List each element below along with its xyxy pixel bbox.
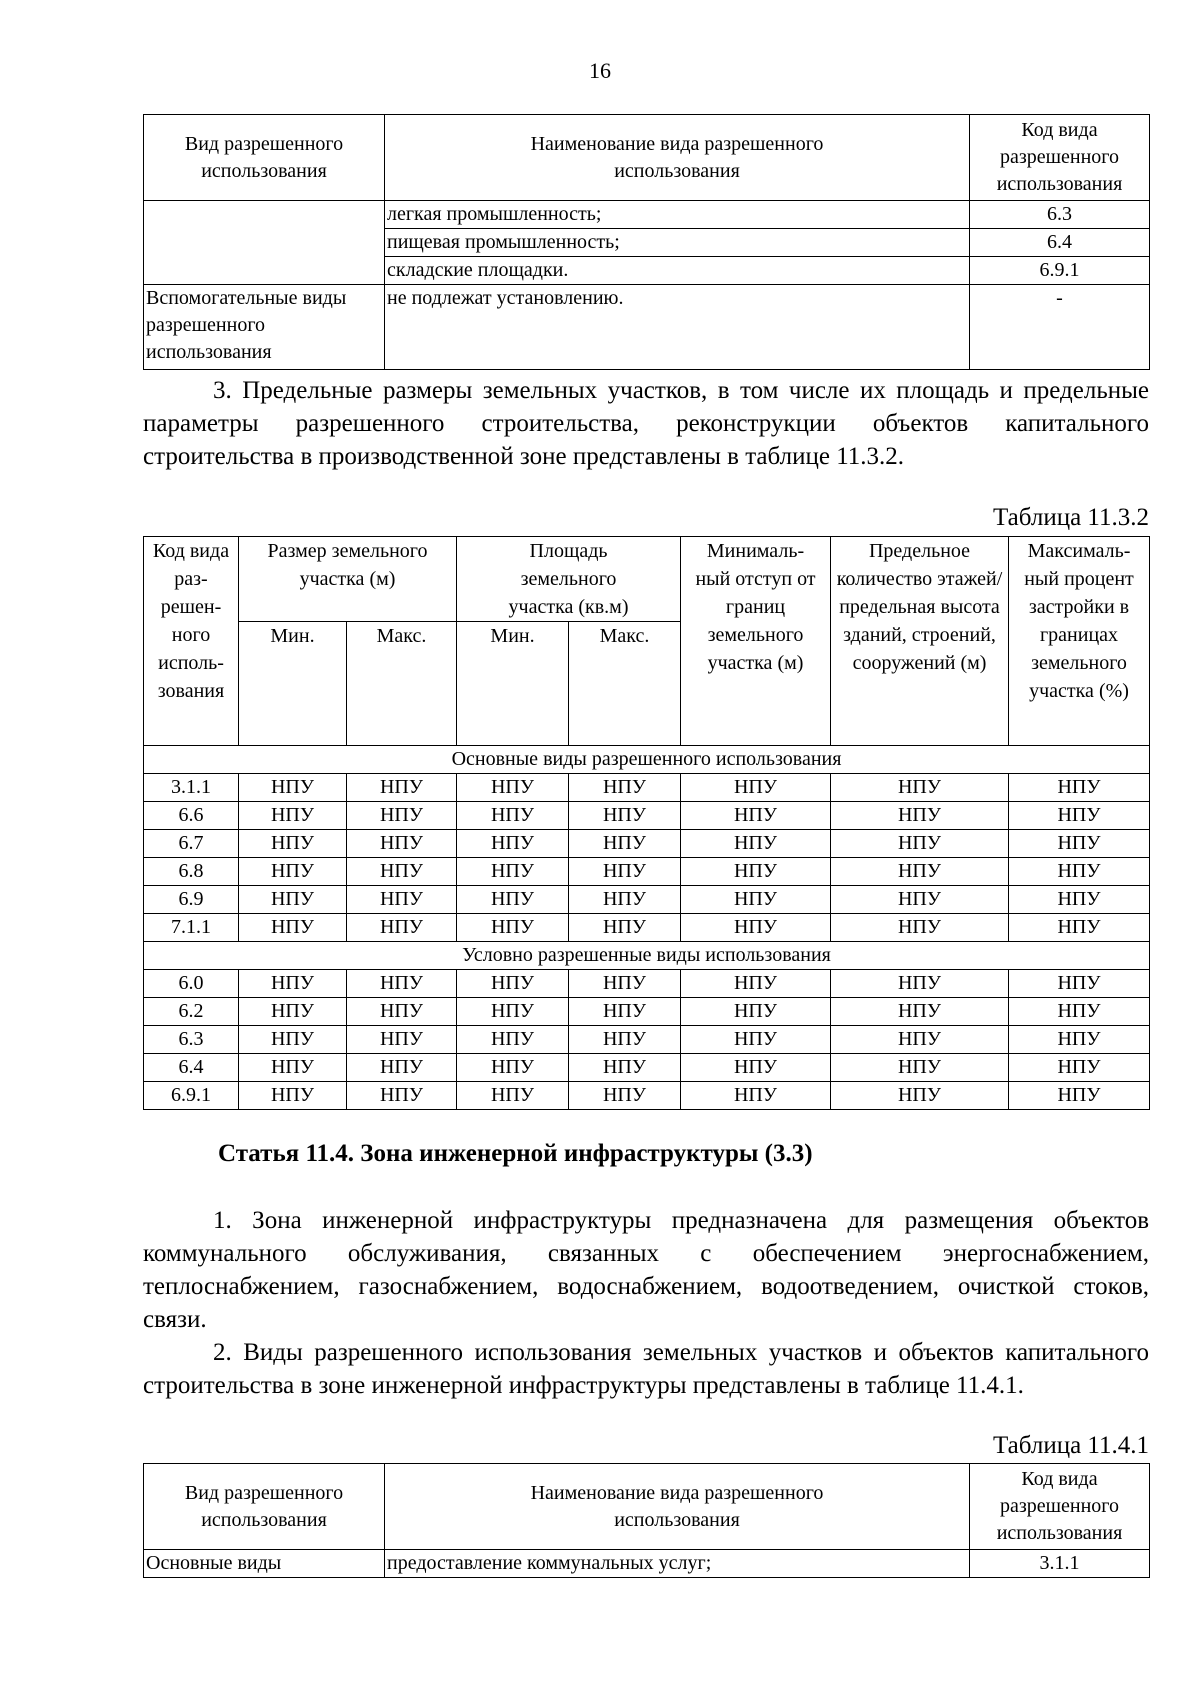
header-name: Наименование вида разрешенного использования bbox=[385, 115, 970, 201]
cell-value: НПУ bbox=[569, 914, 681, 942]
cell-value: НПУ bbox=[681, 858, 831, 886]
cell-value: НПУ bbox=[457, 802, 569, 830]
cell-value: НПУ bbox=[831, 1054, 1009, 1082]
row-code: 6.7 bbox=[144, 830, 239, 858]
table-caption-11-4-1: Таблица 11.4.1 bbox=[993, 1432, 1149, 1459]
cell-value: НПУ bbox=[569, 886, 681, 914]
header-size-max: Макс. bbox=[347, 622, 457, 746]
header-name: Наименование вида разрешенного использования bbox=[385, 1464, 970, 1550]
cell-value: НПУ bbox=[1009, 1082, 1150, 1110]
cell-value: НПУ bbox=[681, 914, 831, 942]
aux-code: - bbox=[970, 285, 1150, 370]
cell-value: НПУ bbox=[347, 914, 457, 942]
cell-value: НПУ bbox=[569, 1026, 681, 1054]
paragraph-11-4-2: 2. Виды разрешенного использования земельных участков и объектов капитального строительства в зоне инженерной инфраструктуры представлены в таблице 11.4.1. bbox=[143, 1339, 1149, 1399]
cell-value: НПУ bbox=[457, 970, 569, 998]
paragraph-3: 3. Предельные размеры земельных участков, в том числе их площадь и предельные параметры разрешенного строительства, реконструкции объектов капитального строительства в производственной зоне представлены в таблице 11.3.2. bbox=[143, 377, 1149, 470]
cell-value: НПУ bbox=[457, 998, 569, 1026]
cell-value: НПУ bbox=[239, 970, 347, 998]
table-row bbox=[144, 830, 1150, 858]
cell-value: НПУ bbox=[1009, 914, 1150, 942]
cell-value: НПУ bbox=[569, 858, 681, 886]
cell-value: НПУ bbox=[681, 830, 831, 858]
conditional-rows bbox=[144, 970, 1150, 1110]
table-caption-11-3-2: Таблица 11.3.2 bbox=[993, 504, 1149, 531]
cell-value: НПУ bbox=[347, 774, 457, 802]
table-row bbox=[144, 1026, 1150, 1054]
table-row bbox=[144, 914, 1150, 942]
cell-value: НПУ bbox=[831, 1082, 1009, 1110]
main-rows bbox=[144, 774, 1150, 942]
cell-value: НПУ bbox=[457, 774, 569, 802]
cell-value: НПУ bbox=[831, 886, 1009, 914]
cell-value: НПУ bbox=[457, 1082, 569, 1110]
cell-value: НПУ bbox=[347, 858, 457, 886]
cell-value: НПУ bbox=[347, 886, 457, 914]
row-code: 6.9 bbox=[144, 886, 239, 914]
cell-value: НПУ bbox=[239, 830, 347, 858]
row-name: складские площадки. bbox=[385, 257, 970, 285]
row-name: легкая промышленность; bbox=[385, 201, 970, 229]
cell-value: НПУ bbox=[457, 858, 569, 886]
row-code: 6.9.1 bbox=[970, 257, 1150, 285]
row-code: 6.3 bbox=[144, 1026, 239, 1054]
cell-value: НПУ bbox=[681, 1026, 831, 1054]
cell-value: НПУ bbox=[681, 998, 831, 1026]
paragraph-11-4-1: 1. Зона инженерной инфраструктуры предназначена для размещения объектов коммунального обслуживания, связанных с обеспечением энергоснабжением, теплоснабжением, газоснабжением, водоснабжением, водоотведением, очисткой стоков, связи. bbox=[143, 1207, 1149, 1333]
cell-value: НПУ bbox=[457, 886, 569, 914]
cell-value: НПУ bbox=[1009, 1054, 1150, 1082]
article-heading: Статья 11.4. Зона инженерной инфраструктуры (3.3) bbox=[218, 1140, 813, 1167]
cell-value: НПУ bbox=[1009, 970, 1150, 998]
cell-value: НПУ bbox=[347, 1082, 457, 1110]
empty-kind-cell bbox=[144, 201, 385, 285]
cell-value: НПУ bbox=[457, 830, 569, 858]
header-coverage: Максималь-ный процент застройки в границах земельного участка (%) bbox=[1009, 537, 1150, 746]
header-plot-size: Размер земельного участка (м) bbox=[239, 537, 457, 622]
cell-value: НПУ bbox=[457, 1026, 569, 1054]
cell-value: НПУ bbox=[239, 858, 347, 886]
cell-value: НПУ bbox=[831, 858, 1009, 886]
cell-value: НПУ bbox=[569, 774, 681, 802]
table-row bbox=[144, 886, 1150, 914]
row-code: 3.1.1 bbox=[970, 1550, 1150, 1578]
cell-value: НПУ bbox=[239, 774, 347, 802]
header-area-min: Мин. bbox=[457, 622, 569, 746]
header-code: Код вида разрешенного использования bbox=[970, 115, 1150, 201]
row-code: 6.0 bbox=[144, 970, 239, 998]
cell-value: НПУ bbox=[239, 914, 347, 942]
row-name: пищевая промышленность; bbox=[385, 229, 970, 257]
cell-value: НПУ bbox=[569, 802, 681, 830]
row-code: 6.6 bbox=[144, 802, 239, 830]
cell-value: НПУ bbox=[831, 802, 1009, 830]
row-code: 6.4 bbox=[144, 1054, 239, 1082]
header-size-min: Мин. bbox=[239, 622, 347, 746]
cell-value: НПУ bbox=[239, 802, 347, 830]
cell-value: НПУ bbox=[569, 1054, 681, 1082]
cell-value: НПУ bbox=[1009, 774, 1150, 802]
cell-value: НПУ bbox=[347, 1026, 457, 1054]
cell-value: НПУ bbox=[831, 1026, 1009, 1054]
table-row bbox=[144, 858, 1150, 886]
cell-value: НПУ bbox=[681, 774, 831, 802]
aux-kind: Вспомогательные виды разрешенного использования bbox=[144, 285, 385, 370]
cell-value: НПУ bbox=[347, 802, 457, 830]
cell-value: НПУ bbox=[831, 774, 1009, 802]
row-code: 6.9.1 bbox=[144, 1082, 239, 1110]
cell-value: НПУ bbox=[681, 886, 831, 914]
table-11-4-1 bbox=[143, 1463, 1150, 1578]
cell-value: НПУ bbox=[1009, 886, 1150, 914]
row-code: 6.8 bbox=[144, 858, 239, 886]
header-code: Код вида раз-решен-ного исполь-зования bbox=[144, 537, 239, 746]
header-kind: Вид разрешенного использования bbox=[144, 115, 385, 201]
cell-value: НПУ bbox=[1009, 998, 1150, 1026]
table-row bbox=[144, 970, 1150, 998]
cell-value: НПУ bbox=[239, 1082, 347, 1110]
cell-value: НПУ bbox=[681, 1082, 831, 1110]
cell-value: НПУ bbox=[831, 970, 1009, 998]
row-kind: Основные виды bbox=[144, 1550, 385, 1578]
cell-value: НПУ bbox=[347, 830, 457, 858]
cell-value: НПУ bbox=[347, 970, 457, 998]
section-main: Основные виды разрешенного использования bbox=[144, 746, 1150, 774]
cell-value: НПУ bbox=[831, 914, 1009, 942]
cell-value: НПУ bbox=[239, 886, 347, 914]
aux-name: не подлежат установлению. bbox=[385, 285, 970, 370]
cell-value: НПУ bbox=[239, 998, 347, 1026]
row-code: 6.2 bbox=[144, 998, 239, 1026]
cell-value: НПУ bbox=[681, 970, 831, 998]
cell-value: НПУ bbox=[681, 1054, 831, 1082]
header-kind: Вид разрешенного использования bbox=[144, 1464, 385, 1550]
cell-value: НПУ bbox=[831, 998, 1009, 1026]
cell-value: НПУ bbox=[1009, 858, 1150, 886]
table-row bbox=[144, 998, 1150, 1026]
table-row bbox=[144, 802, 1150, 830]
cell-value: НПУ bbox=[1009, 1026, 1150, 1054]
cell-value: НПУ bbox=[1009, 802, 1150, 830]
page-number: 16 bbox=[589, 58, 611, 83]
row-code: 6.3 bbox=[970, 201, 1150, 229]
row-code: 3.1.1 bbox=[144, 774, 239, 802]
cell-value: НПУ bbox=[681, 802, 831, 830]
cell-value: НПУ bbox=[569, 998, 681, 1026]
header-plot-area: Площадь земельного участка (кв.м) bbox=[457, 537, 681, 622]
land-use-table-continued bbox=[143, 114, 1150, 370]
header-setback: Минималь-ный отступ от границ земельного участка (м) bbox=[681, 537, 831, 746]
table-row bbox=[144, 1082, 1150, 1110]
header-area-max: Макс. bbox=[569, 622, 681, 746]
cell-value: НПУ bbox=[569, 830, 681, 858]
table-row bbox=[144, 774, 1150, 802]
cell-value: НПУ bbox=[457, 1054, 569, 1082]
cell-value: НПУ bbox=[239, 1054, 347, 1082]
row-name: предоставление коммунальных услуг; bbox=[385, 1550, 970, 1578]
header-code: Код вида разрешенного использования bbox=[970, 1464, 1150, 1550]
cell-value: НПУ bbox=[569, 1082, 681, 1110]
row-code: 6.4 bbox=[970, 229, 1150, 257]
cell-value: НПУ bbox=[1009, 830, 1150, 858]
cell-value: НПУ bbox=[831, 830, 1009, 858]
row-code: 7.1.1 bbox=[144, 914, 239, 942]
cell-value: НПУ bbox=[347, 1054, 457, 1082]
cell-value: НПУ bbox=[457, 914, 569, 942]
section-conditional: Условно разрешенные виды использования bbox=[144, 942, 1150, 970]
cell-value: НПУ bbox=[569, 970, 681, 998]
cell-value: НПУ bbox=[347, 998, 457, 1026]
table-row bbox=[144, 1054, 1150, 1082]
header-floors: Предельное количество этажей/ предельная высота зданий, строений, сооружений (м) bbox=[831, 537, 1009, 746]
cell-value: НПУ bbox=[239, 1026, 347, 1054]
table-11-3-2 bbox=[143, 536, 1150, 1110]
